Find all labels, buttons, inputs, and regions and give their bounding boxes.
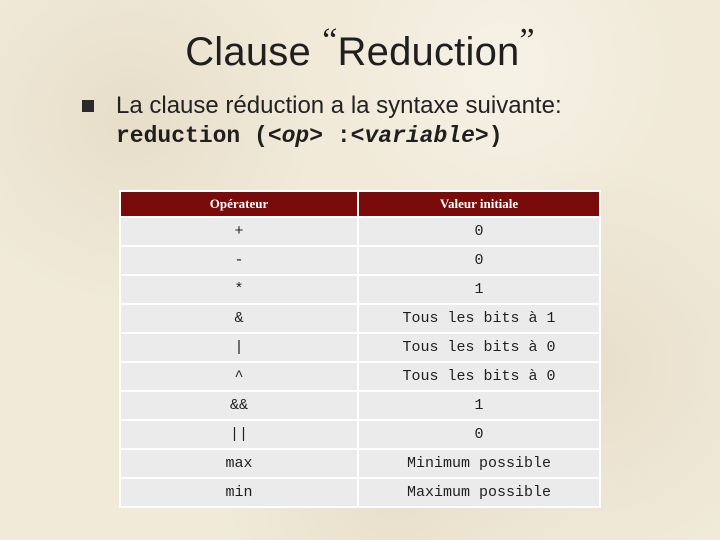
initial-value-cell: Minimum possible <box>359 450 599 477</box>
square-bullet-icon <box>82 100 94 112</box>
syntax-variable: <variable> <box>350 123 489 149</box>
table-row <box>121 392 599 419</box>
title-open-quote: “ <box>322 22 338 59</box>
initial-value-cell: 0 <box>359 218 599 245</box>
operator-cell: && <box>121 392 357 419</box>
slide-title <box>0 22 720 75</box>
table-row <box>121 218 599 245</box>
operator-cell: || <box>121 421 357 448</box>
table-row <box>121 276 599 303</box>
syntax-keyword: reduction ( <box>116 123 268 149</box>
initial-value-cell: Tous les bits à 0 <box>359 363 599 390</box>
operator-cell: max <box>121 450 357 477</box>
table-row <box>121 247 599 274</box>
operator-cell: + <box>121 218 357 245</box>
title-word: Reduction <box>337 30 520 74</box>
table-row <box>121 421 599 448</box>
syntax-line <box>116 123 503 149</box>
header-initial-value: Valeur initiale <box>359 192 599 216</box>
table-row <box>121 479 599 506</box>
operator-cell: min <box>121 479 357 506</box>
initial-value-cell: 0 <box>359 247 599 274</box>
title-close-quote: ” <box>519 22 535 59</box>
syntax-close: ) <box>488 123 503 149</box>
title-prefix: Clause <box>185 30 323 74</box>
initial-value-cell: 0 <box>359 421 599 448</box>
initial-value-cell: 1 <box>359 276 599 303</box>
initial-value-cell: 1 <box>359 392 599 419</box>
syntax-op: <op> <box>267 123 324 149</box>
table-row <box>121 450 599 477</box>
table-header-row <box>121 192 599 216</box>
table-row <box>121 305 599 332</box>
header-operator: Opérateur <box>121 192 357 216</box>
bullet-text: La clause réduction a la syntaxe suivante: <box>116 92 562 119</box>
operator-cell: - <box>121 247 357 274</box>
syntax-sep: : <box>323 123 351 149</box>
initial-value-cell: Tous les bits à 1 <box>359 305 599 332</box>
initial-value-cell: Maximum possible <box>359 479 599 506</box>
operator-table <box>119 190 601 508</box>
table-row <box>121 334 599 361</box>
operator-cell: ^ <box>121 363 357 390</box>
initial-value-cell: Tous les bits à 0 <box>359 334 599 361</box>
operator-cell: & <box>121 305 357 332</box>
operator-cell: | <box>121 334 357 361</box>
operator-cell: * <box>121 276 357 303</box>
table-row <box>121 363 599 390</box>
